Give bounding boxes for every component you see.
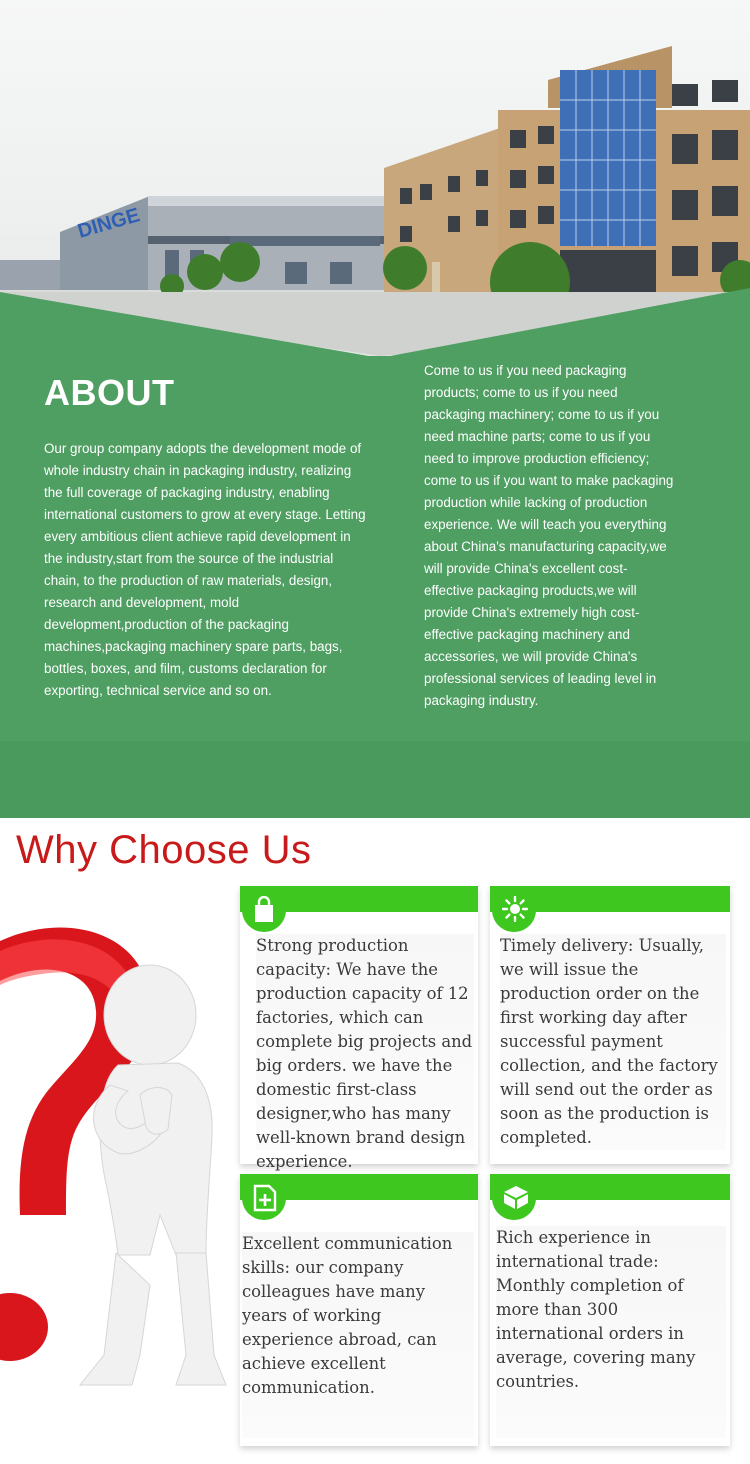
feature-card-timely-delivery [490,886,730,1164]
shopping-bag-icon [252,896,276,924]
card-icon-badge [242,1176,286,1220]
add-document-icon [252,1184,278,1212]
feature-text: Timely delivery: Usually, we will issue the production order on the first working day after successful payment collection, and the factory will send out the order as soon as the production is completed. [500,936,718,1147]
card-body [496,1226,726,1438]
card-icon-badge [492,1176,536,1220]
question-mark-figure-image [0,915,240,1415]
card-icon-badge [242,888,286,932]
feature-text: Rich experience in international trade: Monthly completion of more than 300 international orders in average, covering many countries. [496,1228,696,1391]
feature-card-international-trade [490,1174,730,1446]
about-section [0,356,750,818]
feature-text: Strong production capacity: We have the production capacity of 12 factories, which can complete big projects and big orders. we have the domestic first-class designer,who has many well-known brand design experience. [256,936,473,1171]
card-body [256,934,474,1171]
company-building-photo [0,0,750,360]
factory-illustration [0,0,750,360]
about-right-text: Come to us if you need packaging products; come to us if you need packaging machinery; come to us if you need machine parts; come to us if you need to improve production efficiency; come to us if you want to make packaging production while lacking of production experience. We will teach you everything about China's manufacturing capacity,we will provide China's excellent cost-effective packaging products,we will provide China's extremely high cost-effective packaging machinery and accessories, we will provide China's professional services of leading level in packaging industry. [424,363,674,708]
feature-card-communication [240,1174,478,1446]
shipping-box-icon [502,1184,530,1210]
card-body [242,1232,474,1438]
about-heading: ABOUT [44,372,175,413]
why-choose-us-title: Why Choose Us [16,828,312,872]
feature-text: Excellent communication skills: our company colleagues have many years of working experience abroad, can achieve excellent communication. [242,1234,453,1397]
building-sign-text: DINGE [75,204,143,243]
card-icon-badge [492,888,536,932]
card-body [500,934,726,1150]
feature-card-production-capacity [240,886,478,1171]
about-left-text: Our group company adopts the development mode of whole industry chain in packaging industry, realizing the full coverage of packaging industry, enabling international customers to grow at every stage. Letting every ambitious client achieve rapid development in the industry,start from the source of the industrial chain, to the production of raw materials, design, research and development, mold development,production of the packaging machines,packaging machinery spare parts, bags, bottles, boxes, and film, customs declaration for exporting, technical service and so on. [44,441,366,698]
sun-icon [502,896,528,922]
